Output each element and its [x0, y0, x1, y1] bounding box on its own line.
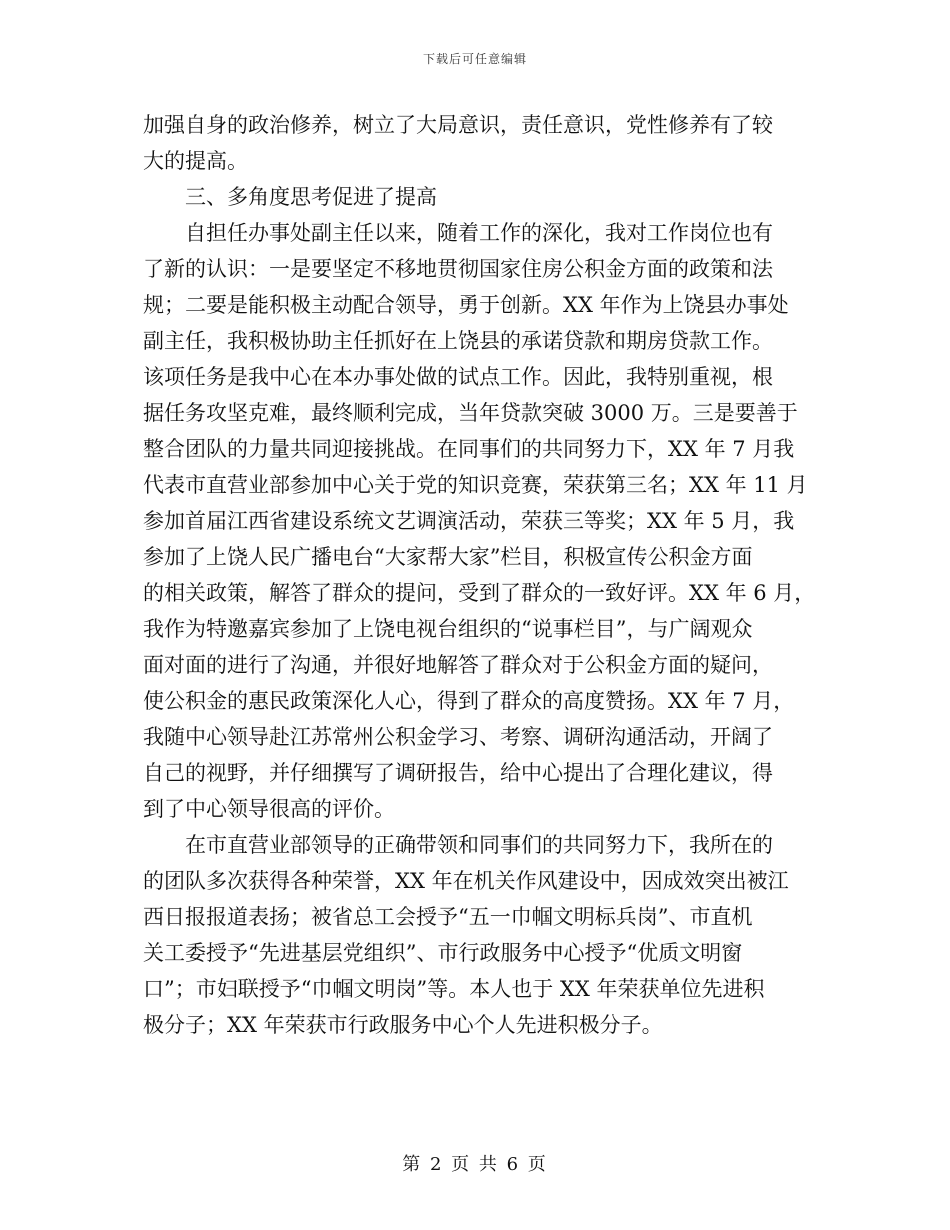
- text-line: 代表市直营业部参加中心关于党的知识竞赛，荣获第三名；XX 年 11 月: [143, 473, 808, 497]
- text-line: 参加首届江西省建设系统文艺调演活动，荣获三等奖；XX 年 5 月，我: [143, 509, 795, 533]
- section-heading: 三、多角度思考促进了提高: [143, 185, 437, 209]
- body-text: [143, 107, 816, 1043]
- text-line: 口”；市妇联授予“巾帼文明岗”等。本人也于 XX 年荣获单位先进积: [143, 977, 765, 1001]
- text-line: 关工委授予“先进基层党组织”、市行政服务中心授予“优质文明窗: [143, 941, 743, 965]
- text-line: 我随中心领导赴江苏常州公积金学习、考察、调研沟通活动，开阔了: [143, 725, 773, 749]
- text-line: 规；二要是能积极主动配合领导，勇于创新。XX 年作为上饶县办事处: [143, 293, 789, 317]
- page-number: 第 2 页 共 6 页: [402, 1154, 548, 1175]
- text-line: 西日报报道表扬；被省总工会授予“五一巾帼文明标兵岗”、市直机: [143, 905, 753, 929]
- text-line: 到了中心领导很高的评价。: [143, 797, 395, 821]
- text-line: 自担任办事处副主任以来，随着工作的深化，我对工作岗位也有: [143, 221, 773, 245]
- header-note: 下载后可任意编辑: [422, 52, 527, 66]
- text-line: 副主任，我积极协助主任抓好在上饶县的承诺贷款和期房贷款工作。: [143, 329, 773, 353]
- text-line: 在市直营业部领导的正确带领和同事们的共同努力下，我所在的: [143, 833, 773, 857]
- text-line: 加强自身的政治修养，树立了大局意识，责任意识，党性修养有了较: [143, 113, 773, 137]
- text-line: 的相关政策，解答了群众的提问，受到了群众的一致好评。XX 年 6 月，: [143, 581, 816, 605]
- text-line: 使公积金的惠民政策深化人心，得到了群众的高度赞扬。XX 年 7 月，: [143, 689, 795, 713]
- text-line: 我作为特邀嘉宾参加了上饶电视台组织的“说事栏目”，与广阔观众: [143, 617, 753, 641]
- text-line: 整合团队的力量共同迎接挑战。在同事们的共同努力下，XX 年 7 月我: [143, 437, 795, 461]
- text-line: 自己的视野，并仔细撰写了调研报告，给中心提出了合理化建议，得: [143, 761, 773, 785]
- text-line: 据任务攻坚克难，最终顺利完成，当年贷款突破 3000 万。三是要善于: [143, 401, 798, 425]
- text-line: 该项任务是我中心在本办事处做的试点工作。因此，我特别重视，根: [143, 365, 773, 389]
- text-line: 了新的认识：一是要坚定不移地贯彻国家住房公积金方面的政策和法: [143, 257, 773, 281]
- text-line: 大的提高。: [143, 149, 248, 173]
- text-line: 参加了上饶人民广播电台“大家帮大家”栏目，积极宣传公积金方面: [143, 545, 753, 569]
- text-line: 面对面的进行了沟通，并很好地解答了群众对于公积金方面的疑问，: [143, 653, 773, 677]
- text-line: 极分子；XX 年荣获市行政服务中心个人先进积极分子。: [143, 1013, 663, 1037]
- text-line: 的团队多次获得各种荣誉，XX 年在机关作风建设中，因成效突出被江: [143, 869, 789, 893]
